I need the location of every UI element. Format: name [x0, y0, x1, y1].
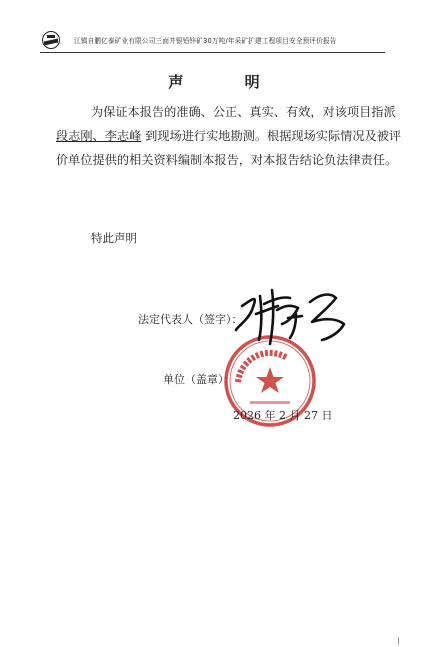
handwritten-signature — [232, 276, 362, 346]
declaration-line-1: 为保证本报告的准确、公正、真实、有效，对该项目指派 — [91, 105, 396, 119]
page-header — [40, 30, 385, 53]
assigned-names: 段志刚、李志峰 — [56, 129, 142, 143]
page-title: 声 明 — [168, 73, 288, 91]
declaration-line-3: 价单位提供的相关资料编制本报告，对本报告结论负法律责任。 — [56, 153, 398, 167]
company-logo-icon — [42, 31, 60, 49]
page-edge-mark — [398, 637, 403, 645]
declaration-line-2-rest: 到现场进行实地勘测。根据现场实际情况及被评 — [141, 129, 402, 143]
header-title: 江镇自鹏亿泰矿业有限公司三面井银铅锌矿30万吨/年采矿扩建工程项目安全预评价报告 — [74, 37, 337, 45]
statement-label: 特此声明 — [91, 231, 137, 245]
svg-text:▮▮▮▮▮▮▮▮▮▮▮▮▮▮: ▮▮▮▮▮▮▮▮▮▮▮▮▮▮ — [233, 347, 289, 384]
legal-representative-label: 法定代表人（签字）： — [138, 313, 243, 326]
signing-date: 2026 年 2 月 27 日 — [233, 409, 333, 422]
declaration-line-2 — [56, 124, 402, 148]
unit-seal-label: 单位（盖章）： — [163, 373, 235, 386]
